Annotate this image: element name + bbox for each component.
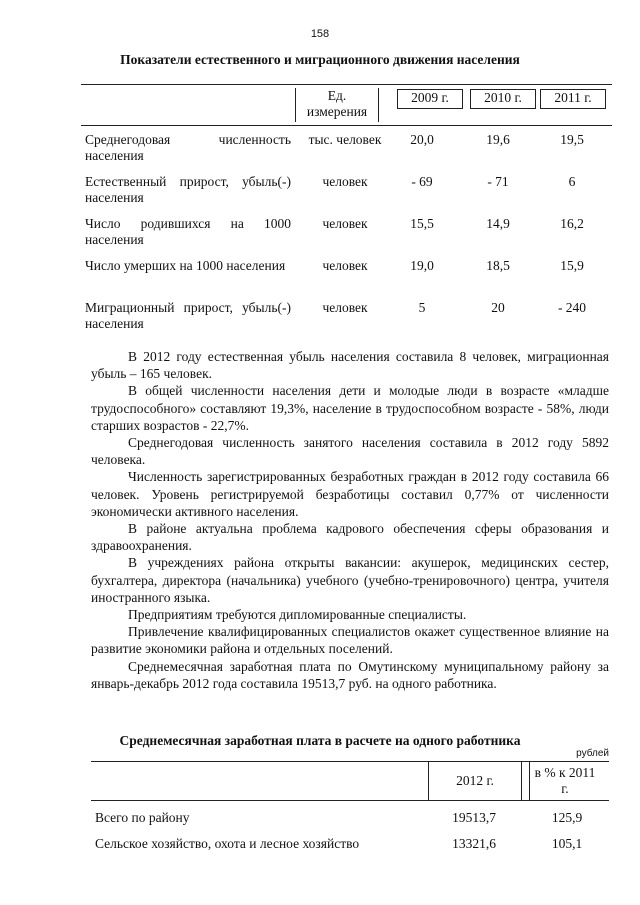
row-unit: человек xyxy=(322,174,368,189)
value-2010: 18,5 xyxy=(486,258,510,273)
header-percent: в % к 2011 г. xyxy=(529,762,600,800)
header-2011: 2011 г. xyxy=(540,89,606,109)
paragraph: В общей численности населения дети и молодые люди в возрасте «младше трудоспособного» составляют 19,3%, население в трудоспособном возрасте - 58%, люди старших возрастов - 22,7%. xyxy=(91,383,609,433)
paragraph: Среднегодовая численность занятого населения составила в 2012 году 5892 человека. xyxy=(91,435,609,468)
table-row xyxy=(91,810,609,836)
paragraph: В районе актуальна проблема кадрового обеспечения сферы образования и здравоохранения. xyxy=(91,521,609,554)
row-label: Среднегодовая численность населения xyxy=(85,132,291,163)
salary-table xyxy=(91,761,609,862)
value-2009: 19,0 xyxy=(410,258,434,273)
body-text xyxy=(91,348,609,692)
paragraph: В учреждениях района открыты вакансии: акушерок, медицинских сестер, бухгалтера, директора (начальника) учебного (учебно-тренировочного) центра, учителя иностранного языка. xyxy=(91,555,609,605)
value-percent: 105,1 xyxy=(551,836,583,851)
paragraph: Численность зарегистрированных безработных граждан в 2012 году составила 66 человек. Уровень регистрируемой безработицы составил 0,77% от численности экономически активного населения. xyxy=(91,469,609,519)
value-2010: 14,9 xyxy=(486,216,510,231)
value-2009: 15,5 xyxy=(410,216,434,231)
table-row xyxy=(81,174,612,216)
table1-title: Показатели естественного и миграционного движения населения xyxy=(120,52,520,67)
value-2010: 20 xyxy=(491,300,505,315)
row-label: Сельское хозяйство, охота и лесное хозяйство xyxy=(95,836,360,851)
header-2010: 2010 г. xyxy=(470,89,536,109)
table1-body xyxy=(81,132,612,342)
table-row xyxy=(81,216,612,258)
table2-unit: рублей xyxy=(576,748,609,759)
paragraph: Привлечение квалифицированных специалистов окажет существенное влияние на развитие экономики района и отдельных поселений. xyxy=(91,624,609,657)
row-label: Число умерших на 1000 населения xyxy=(85,258,286,273)
value-2011: 6 xyxy=(568,174,576,189)
header-2012: 2012 г. xyxy=(428,762,522,800)
table-row xyxy=(91,836,609,862)
value-2011: - 240 xyxy=(557,300,587,315)
value-2009: - 69 xyxy=(411,174,433,189)
header-2009: 2009 г. xyxy=(397,89,463,109)
value-2012: 13321,6 xyxy=(452,836,496,851)
value-2009: 20,0 xyxy=(410,132,434,147)
value-2011: 15,9 xyxy=(560,258,584,273)
value-2011: 19,5 xyxy=(560,132,584,147)
table-row xyxy=(81,132,612,174)
value-percent: 125,9 xyxy=(551,810,583,825)
paragraph: Среднемесячная заработная плата по Омутинскому муниципальному району за январь-декабрь 2012 года составила 19513,7 руб. на одного работника. xyxy=(91,658,609,691)
header-unit: Ед. измерения xyxy=(295,88,379,122)
table2-header xyxy=(91,761,609,801)
table-row xyxy=(81,258,612,300)
row-label: Всего по району xyxy=(95,810,190,825)
row-label: Миграционный прирост, убыль(-) населения xyxy=(85,300,291,331)
paragraph: Предприятиям требуются дипломированные специалисты. xyxy=(128,607,467,623)
row-unit: человек xyxy=(322,300,368,315)
value-2010: 19,6 xyxy=(486,132,510,147)
table-row xyxy=(81,300,612,342)
value-2012: 19513,7 xyxy=(452,810,496,825)
population-table xyxy=(81,84,612,342)
table1-header xyxy=(81,84,612,126)
row-unit: тыс. человек xyxy=(308,132,382,147)
row-label: Естественный прирост, убыль(-) населения xyxy=(85,174,291,205)
value-2009: 5 xyxy=(418,300,426,315)
row-unit: человек xyxy=(322,258,368,273)
paragraph: В 2012 году естественная убыль населения составила 8 человек, миграционная убыль – 165 человек. xyxy=(91,349,609,382)
table2-title: Среднемесячная заработная плата в расчете на одного работника xyxy=(119,733,521,748)
row-unit: человек xyxy=(322,216,368,231)
table2-body xyxy=(91,810,609,862)
page-number: 158 xyxy=(310,28,330,40)
row-label: Число родившихся на 1000 населения xyxy=(85,216,291,247)
value-2010: - 71 xyxy=(487,174,509,189)
value-2011: 16,2 xyxy=(560,216,584,231)
